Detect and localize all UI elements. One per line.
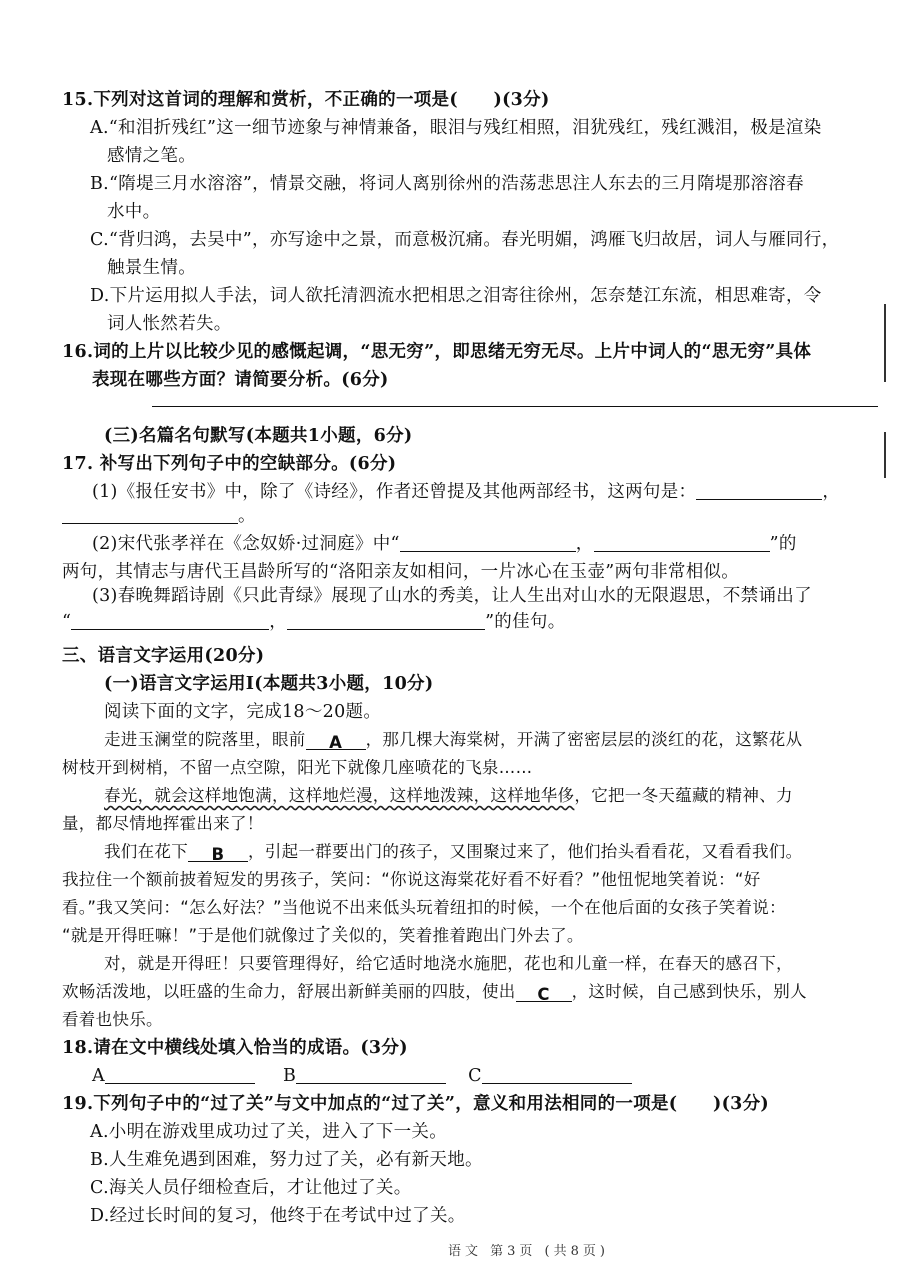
passage-p2-cont: 量，都尽情地挥霍出来了！ <box>62 814 264 833</box>
q17-part3-open: “ <box>62 612 72 632</box>
q18-label-b: B <box>282 1066 297 1086</box>
q17-part2-cont: 两句，其情志与唐代王昌龄所写的“洛阳亲友如相问，一片冰心在玉壶”两句非常相似。 <box>62 562 740 582</box>
q17-part1-text: (1)《报任安书》中，除了《诗经》，作者还曾提及其他两部经书，这两句是： <box>92 482 697 502</box>
q18-stem: 18.请在文中横线处填入恰当的成语。(3分) <box>62 1038 408 1058</box>
passage-blank-b[interactable]: B <box>188 843 248 862</box>
q17-blank-5[interactable] <box>71 611 269 630</box>
passage-p3 <box>104 840 802 864</box>
q19-option-b: B.人生难免遇到困难，努力过了关，必有新天地。 <box>90 1150 483 1170</box>
passage-blank-c[interactable]: C <box>516 983 572 1002</box>
q17-part1-end: 。 <box>238 506 256 526</box>
q15-option-d: D.下片运用拟人手法，词人欲托清泗流水把相思之泪寄往徐州，怎奈楚江东流，相思难寄，令 <box>90 286 822 306</box>
passage-p3-line4-end: 似的，笑着推着跑出门外去了。 <box>348 926 584 945</box>
q17-part1-cont <box>62 504 256 528</box>
passage-blank-a[interactable]: A <box>306 731 366 750</box>
passage-p3-start: 我们在花下 <box>104 842 188 861</box>
q17-part1-comma: ， <box>822 482 841 502</box>
q15-option-b: B.“隋堤三月水溶溶”，情景交融，将词人离别徐州的浩荡悲思注人东去的三月隋堤那溶溶春 <box>90 174 804 194</box>
q15-stem: 15.下列对这首词的理解和赏析，不正确的一项是( )(3分) <box>62 90 550 110</box>
passage-p4-line2-end: ，这时候，自己感到快乐，别人 <box>571 982 807 1001</box>
scan-edge-mark <box>884 432 886 478</box>
section-heading-3: (三)名篇名句默写(本题共1小题，6分) <box>104 426 413 446</box>
q17-part2-text: (2)宋代张孝祥在《念奴娇·过洞庭》中“ <box>92 534 400 554</box>
passage-p3-line4 <box>62 924 584 948</box>
q17-blank-2[interactable] <box>62 505 238 524</box>
q15-option-c: C.“背归鸿，去吴中”，亦写途中之景，而意极沉痛。春光明媚，鸿雁飞归故居，词人与雁同行， <box>90 230 840 250</box>
passage-p2 <box>104 784 793 808</box>
passage-p1-mid: ，那几棵大海棠树，开满了密密层层的淡红的花，这繁花从 <box>365 730 803 749</box>
q18-answers <box>92 1064 632 1088</box>
scan-edge-mark <box>884 304 886 382</box>
passage-p3-line2: 我拉住一个额前披着短发的男孩子，笑问：“你说这海棠花好看不好看？”他忸怩地笑着说：“好 <box>62 870 761 889</box>
q17-blank-4[interactable] <box>594 533 770 552</box>
passage-p3-rest: ，引起一群要出门的孩子，又围聚过来了，他们抬头看看花，又看看我们。 <box>248 842 803 861</box>
q17-part1 <box>92 480 840 504</box>
q15-option-a-cont: 感情之笔。 <box>107 146 196 166</box>
q15-option-b-cont: 水中。 <box>107 202 161 222</box>
q17-part3: (3)春晚舞蹈诗剧《只此青绿》展现了山水的秀美，让人生出对山水的无限遐思，不禁诵出了 <box>92 586 812 606</box>
q18-blank-a[interactable] <box>105 1065 255 1084</box>
part3-heading: 三、语言文字运用(20分) <box>62 646 265 666</box>
passage-p1-cont: 树枝开到树梢，不留一点空隙，阳光下就像几座喷花的飞泉…… <box>62 758 533 777</box>
passage-p1-start: 走进玉澜堂的院落里，眼前 <box>104 730 306 749</box>
q15-option-c-cont: 触景生情。 <box>107 258 196 278</box>
passage-p1 <box>104 728 802 752</box>
q19-option-a: A.小明在游戏里成功过了关，进入了下一关。 <box>90 1122 447 1142</box>
passage-p4-line2 <box>62 980 807 1004</box>
q18-blank-b[interactable] <box>296 1065 446 1084</box>
q17-stem: 17. 补写出下列句子中的空缺部分。(6分) <box>62 454 397 474</box>
q17-blank-6[interactable] <box>287 611 485 630</box>
passage-p4: 对，就是开得旺！只要管理得好，给它适时地浇水施肥，花也和儿童一样，在春天的感召下， <box>104 954 793 973</box>
q16-stem-cont: 表现在哪些方面？请简要分析。(6分) <box>92 370 389 390</box>
passage-p3-line3: 看。”我又笑问：“怎么好法？”当他说不出来低头玩着纽扣的时候，一个在他后面的女孩子笑着说： <box>62 898 786 917</box>
q18-label-c: C <box>468 1066 482 1086</box>
q19-option-c: C.海关人员仔细检查后，才让他过了关。 <box>90 1178 412 1198</box>
q17-part2-comma: ， <box>575 534 594 554</box>
q17-blank-1[interactable] <box>696 481 822 500</box>
q16-answer-line[interactable] <box>152 406 878 407</box>
page-footer: 语文 第3页 (共8页) <box>448 1244 609 1259</box>
passage-p2-rest: ，它把一冬天蕴藏的精神、力 <box>574 786 793 805</box>
q15-option-d-cont: 词人怅然若失。 <box>107 314 232 334</box>
part3-intro: 阅读下面的文字，完成18～20题。 <box>104 702 382 722</box>
q17-part3-end: ”的佳句。 <box>485 612 566 632</box>
q17-part2 <box>92 532 797 556</box>
q19-stem: 19.下列句子中的“过了关”与文中加点的“过了关”，意义和用法相同的一项是( )(3分) <box>62 1094 770 1114</box>
q19-option-d: D.经过长时间的复习，他终于在考试中过了关。 <box>90 1206 466 1226</box>
passage-p4-line2-start: 欢畅活泼地，以旺盛的生命力，舒展出新鲜美丽的四肢，使出 <box>62 982 516 1001</box>
passage-dotted-char-2: 关 <box>331 926 349 945</box>
q18-label-a: A <box>92 1066 105 1086</box>
part3-subheading: (一)语言文字运用Ⅰ(本题共3小题，10分) <box>104 674 434 694</box>
passage-wavy-sentence: 春光，就会这样地饱满，这样地烂漫，这样地泼辣，这样地华侈 <box>104 786 575 805</box>
passage-p4-line3: 看着也快乐。 <box>62 1010 163 1029</box>
q17-part3-comma: ， <box>269 612 288 632</box>
passage-p3-line4-start: “就是开得旺嘛！”于是他们就像过 <box>62 926 315 945</box>
q17-blank-3[interactable] <box>400 533 576 552</box>
q15-option-a: A.“和泪折残红”这一细节迹象与神情兼备，眼泪与残红相照，泪犹残红，残红溅泪，极是渲染 <box>90 118 822 138</box>
passage-dotted-char-1: 了 <box>314 926 332 945</box>
q17-part2-end: ”的 <box>769 534 797 554</box>
q17-part3-cont <box>62 610 566 634</box>
q16-stem: 16.词的上片以比较少见的感慨起调，“思无穷”，即思绪无穷无尽。上片中词人的“思无穷”具体 <box>62 342 812 362</box>
q18-blank-c[interactable] <box>482 1065 632 1084</box>
